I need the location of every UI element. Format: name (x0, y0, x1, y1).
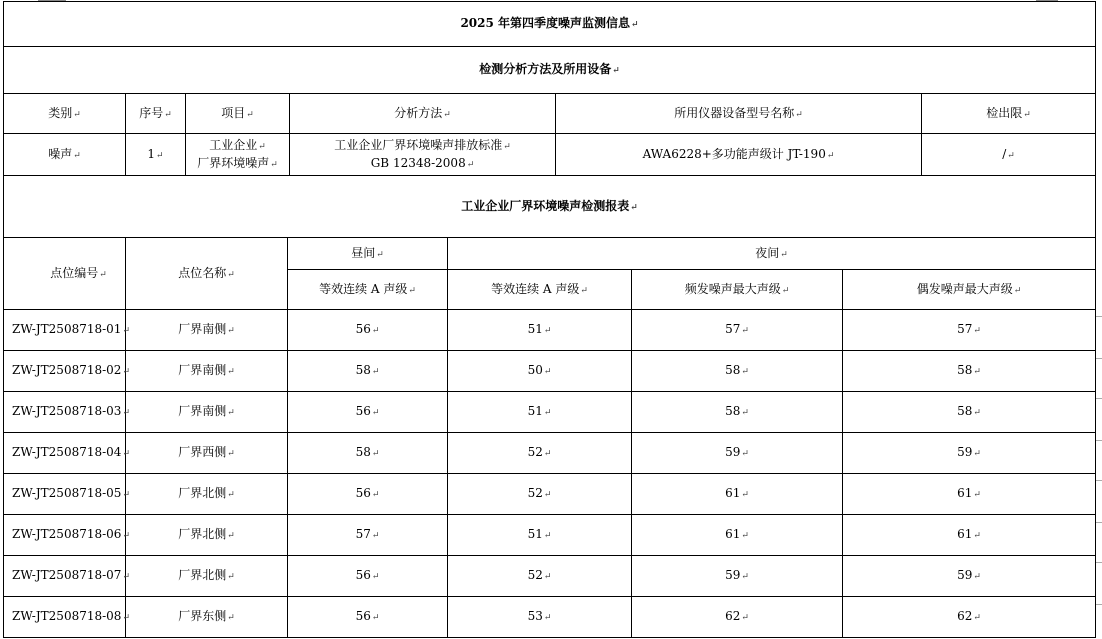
cell-point-name: 厂界南侧↵ (126, 351, 288, 392)
method-table (3, 1, 1096, 238)
table-row (4, 515, 1096, 556)
cell-night-leq: 52↵ (448, 474, 632, 515)
header-night-freq-max: 频发噪声最大声级↵ (632, 270, 843, 310)
cell-night-leq: 51↵ (448, 515, 632, 556)
cell-night-occ-max: 58↵ (843, 351, 1096, 392)
section-heading-methods: 检测分析方法及所用设备↵ (4, 47, 1096, 94)
cell-category: 噪声↵ (4, 134, 126, 176)
header-point-name: 点位名称↵ (126, 238, 288, 310)
cell-point-name: 厂界北侧↵ (126, 474, 288, 515)
noise-report-table (3, 237, 1096, 638)
cell-point-id: ZW-JT2508718-03↵ (4, 392, 126, 433)
method-data-row (4, 134, 1096, 176)
cell-night-freq-max: 61↵ (632, 515, 843, 556)
section-heading-report: 工业企业厂界环境噪声检测报表↵ (4, 176, 1096, 238)
header-point-id: 点位编号↵ (4, 238, 126, 310)
cell-night-occ-max: 61↵ (843, 515, 1096, 556)
header-limit: 检出限↵ (922, 94, 1096, 134)
table-row (4, 433, 1096, 474)
cell-method: 工业企业厂界环境噪声排放标准↵ GB 12348-2008↵ (290, 134, 556, 176)
cell-point-id: ZW-JT2508718-04↵ (4, 433, 126, 474)
cell-night-freq-max: 59↵ (632, 556, 843, 597)
header-night-leq: 等效连续 A 声级↵ (448, 270, 632, 310)
cell-point-id: ZW-JT2508718-08↵ (4, 597, 126, 638)
table-row (4, 556, 1096, 597)
table-row (4, 597, 1096, 638)
cell-night-leq: 52↵ (448, 556, 632, 597)
cell-day-leq: 57↵ (288, 515, 448, 556)
cell-night-leq: 53↵ (448, 597, 632, 638)
cell-night-freq-max: 59↵ (632, 433, 843, 474)
header-instrument: 所用仪器设备型号名称↵ (556, 94, 922, 134)
cell-index: 1↵ (126, 134, 186, 176)
cell-point-id: ZW-JT2508718-01↵ (4, 310, 126, 351)
margin-tick (1096, 398, 1102, 399)
cell-point-name: 厂界西侧↵ (126, 433, 288, 474)
margin-tick (1096, 440, 1102, 441)
cell-day-leq: 58↵ (288, 351, 448, 392)
cell-night-leq: 52↵ (448, 433, 632, 474)
header-method: 分析方法↵ (290, 94, 556, 134)
cell-day-leq: 58↵ (288, 433, 448, 474)
margin-tick (1096, 358, 1102, 359)
cell-night-freq-max: 58↵ (632, 351, 843, 392)
cell-day-leq: 56↵ (288, 556, 448, 597)
cell-item: 工业企业↵ 厂界环境噪声↵ (186, 134, 290, 176)
cell-point-id: ZW-JT2508718-05↵ (4, 474, 126, 515)
cell-night-freq-max: 62↵ (632, 597, 843, 638)
cell-night-occ-max: 62↵ (843, 597, 1096, 638)
cell-night-occ-max: 59↵ (843, 433, 1096, 474)
table-row (4, 310, 1096, 351)
cell-day-leq: 56↵ (288, 474, 448, 515)
margin-tick (1096, 604, 1102, 605)
cell-point-name: 厂界南侧↵ (126, 310, 288, 351)
cell-point-name: 厂界南侧↵ (126, 392, 288, 433)
header-category: 类别↵ (4, 94, 126, 134)
margin-tick (1096, 562, 1102, 563)
table-row (4, 392, 1096, 433)
cell-point-name: 厂界北侧↵ (126, 556, 288, 597)
cell-night-occ-max: 61↵ (843, 474, 1096, 515)
header-index: 序号↵ (126, 94, 186, 134)
cell-night-freq-max: 58↵ (632, 392, 843, 433)
cell-instrument: AWA6228+多功能声级计 JT-190↵ (556, 134, 922, 176)
margin-tick (1096, 316, 1102, 317)
cell-day-leq: 56↵ (288, 310, 448, 351)
cell-night-occ-max: 57↵ (843, 310, 1096, 351)
cell-point-id: ZW-JT2508718-07↵ (4, 556, 126, 597)
method-header-row (4, 94, 1096, 134)
margin-tick (1096, 522, 1102, 523)
cell-night-occ-max: 58↵ (843, 392, 1096, 433)
cell-night-occ-max: 59↵ (843, 556, 1096, 597)
cell-night-leq: 50↵ (448, 351, 632, 392)
cell-night-freq-max: 61↵ (632, 474, 843, 515)
cell-night-freq-max: 57↵ (632, 310, 843, 351)
cell-night-leq: 51↵ (448, 310, 632, 351)
cell-point-id: ZW-JT2508718-06↵ (4, 515, 126, 556)
header-night-occ-max: 偶发噪声最大声级↵ (843, 270, 1096, 310)
table-row (4, 351, 1096, 392)
header-item: 项目↵ (186, 94, 290, 134)
cell-point-name: 厂界东侧↵ (126, 597, 288, 638)
page-title: 2025 年第四季度噪声监测信息↵ (4, 2, 1096, 47)
header-night: 夜间↵ (448, 238, 1096, 270)
cell-point-name: 厂界北侧↵ (126, 515, 288, 556)
cell-limit: /↵ (922, 134, 1096, 176)
margin-tick (1096, 480, 1102, 481)
cell-point-id: ZW-JT2508718-02↵ (4, 351, 126, 392)
header-day-leq: 等效连续 A 声级↵ (288, 270, 448, 310)
report-header-row-1 (4, 238, 1096, 270)
cell-day-leq: 56↵ (288, 597, 448, 638)
cell-day-leq: 56↵ (288, 392, 448, 433)
cell-night-leq: 51↵ (448, 392, 632, 433)
header-day: 昼间↵ (288, 238, 448, 270)
report-body (4, 310, 1096, 638)
document-page (3, 1, 1095, 638)
table-row (4, 474, 1096, 515)
